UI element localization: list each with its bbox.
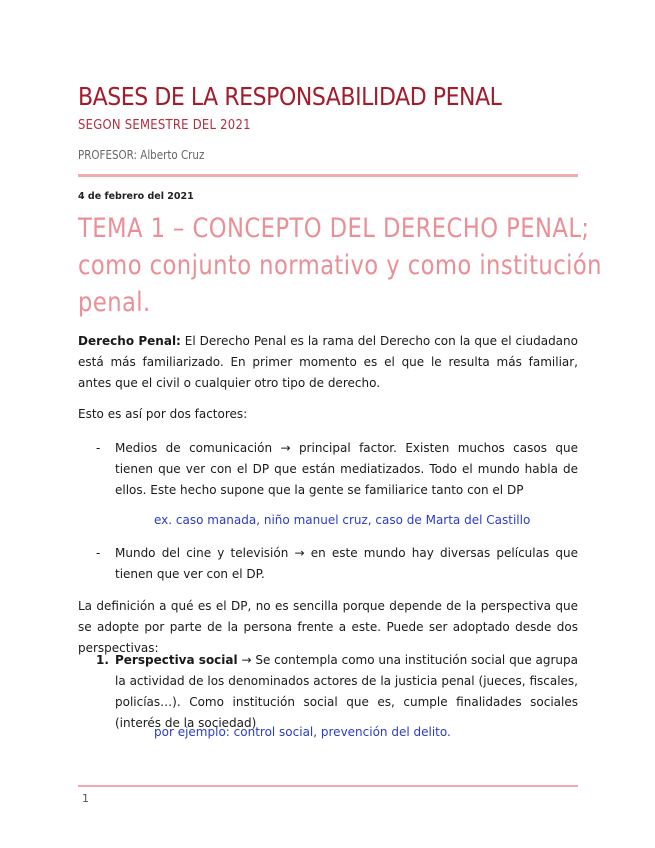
item-number: 1. [96,653,109,667]
bullet-dash: - [96,441,101,455]
definition-paragraph: La definición a qué es el DP, no es sencilla porque depende de la perspectiva que se adopte por parte de la persona frente a este. Puede ser adoptado desde dos perspectivas: [78,599,578,655]
bullet-dash: - [96,546,101,560]
topic-heading-line-1: TEMA 1 – CONCEPTO DEL DERECHO PENAL; [78,213,590,244]
page-number: 1 [82,792,89,805]
document-page [78,0,602,848]
professor-label: PROFESOR: Alberto Cruz [78,148,205,162]
topic-heading [78,210,602,321]
bullet-text: Mundo del cine y televisión → en este mundo hay diversas películas que tienen que ver con el DP. [115,546,578,581]
numbered-term: Perspectiva social [115,653,238,667]
topic-heading-line-2: como conjunto normativo y como institución [78,250,602,281]
footer-divider [78,785,578,787]
document-title: BASES DE LA RESPONSABILIDAD PENAL [78,82,502,111]
example-note: por ejemplo: control social, prevención del delito. [154,725,451,739]
intro-term: Derecho Penal: [78,334,181,348]
intro-paragraph [78,331,578,394]
numbered-text [115,650,578,734]
example-note: ex. caso manada, niño manuel cruz, caso de Marta del Castillo [154,513,531,527]
topic-heading-line-3: penal. [78,287,151,318]
document-subtitle: SEGON SEMESTRE DEL 2021 [78,117,251,133]
bullet-text: Medios de comunicación → principal factor. Existen muchos casos que tienen que ver con el DP que están mediatizados. Todo el mundo habla de ellos. Este hecho supone que la gente se familiarice tanto con el DP [115,441,578,497]
header-divider [78,174,578,177]
numbered-body: → Se contempla como una institución social que agrupa la actividad de los denominados actores de la justicia penal (jueces, fiscales, policías…). Como institución social que es, cumple finalidades sociales (interés de la sociedad) [115,653,579,730]
intro-text: El Derecho Penal es la rama del Derecho con la que el ciudadano está más familiarizado. En primer momento es el que le resulta más familiar, antes que el civil o cualquier otro tipo de derecho. [78,334,578,390]
lecture-date: 4 de febrero del 2021 [78,191,194,202]
factors-intro: Esto es así por dos factores: [78,407,248,421]
